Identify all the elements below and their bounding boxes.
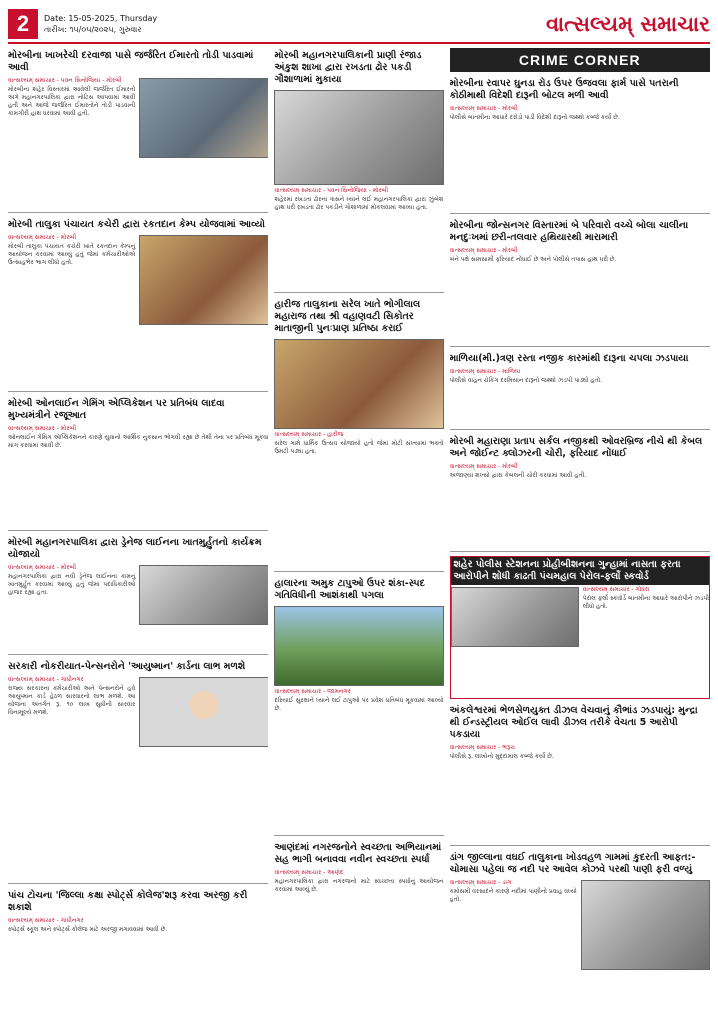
- headline: હારીજ તાલુકાના સરેલ ખાતે ભોગીલાલ મહારાજ તથા શ્રી વહાણવટી સિકોતર માતાજીની પુનઃપ્રાણ પ્રતિષ્ઠા કરાઈ: [274, 299, 421, 334]
- story-s3: [8, 396, 268, 531]
- article-body: મહાનગરપાલિકા દ્વારા નગરજનો માટે સ્વચ્છતા સ્પર્ધાનું આયોજન કરવામાં આવ્યું છે.: [274, 878, 444, 893]
- byline: વાત્સલ્યમ્ સમાચાર - મોરબી: [449, 105, 518, 112]
- column-middle: [274, 48, 443, 1018]
- police-photo: [451, 587, 579, 647]
- dateline: [44, 13, 157, 35]
- byline: વાત્સલ્યમ્ સમાચાર - ગાંધીનગર: [8, 917, 84, 924]
- byline: વાત્સલ્યમ્ સમાચાર - ગાંધીનગર: [8, 676, 84, 683]
- byline: વાત્સલ્યમ્ સમાચાર - જામનગર: [274, 688, 351, 695]
- article-body: સ્પોર્ટ્સ સ્કૂલ અને સ્પોર્ટ્સ કોલેજ માટે અરજી મંગાવવામાં આવી છે.: [8, 926, 168, 933]
- story-s10: [274, 840, 443, 1010]
- story-s17: [450, 850, 710, 1018]
- story-s9: [274, 576, 443, 836]
- headline: શહેર પોલીસ સ્ટેશનના પ્રોહીબીશનના ગુન્હામાં નાસતા ફરતા આરોપીને શોધી કાઢતી પંચમહાલ પેરોલ-ફર્લો સ્કવોર્ડ: [451, 557, 709, 585]
- byline: વાત્સલ્યમ્ સમાચાર - પવન સિનોજિયા - મોરબી: [274, 187, 389, 194]
- brand-title: વાત્સલ્યમ્ સમાચાર: [545, 11, 710, 36]
- story-s13: [450, 351, 710, 430]
- story-s12: [450, 218, 710, 346]
- drainage-photo: [139, 565, 268, 625]
- ceremony-photo: [274, 339, 443, 429]
- story-s11: [450, 76, 710, 214]
- story-s7: [274, 48, 443, 293]
- article-body: પોલીસે રૂ. લાખોનો મુદ્દામાલ કબ્જે કર્યો છે.: [449, 753, 554, 761]
- article-body: શહેરમાં રખડતા ઢોરના ત્રાસને ધ્યાને લઈ મહાનગરપાલિકા દ્વારા ઝુંબેશ હાથ ધરી રખડતા ઢોર પકડીને ગૌશાળામાં મોકલવામાં આવ્યા હતા.: [274, 196, 444, 211]
- island-photo: [274, 606, 443, 686]
- headline: મોરબીના ખાખરેચી દરવાજા પાસે જર્જરિત ઈમારતો તોડી પાડવામાં આવી: [8, 50, 254, 73]
- byline: વાત્સલ્યમ્ સમાચાર - માળિયા: [449, 367, 521, 375]
- headline: હાલારના અમુક ટાપુઓ ઉપર શંકા-સ્પદ ગતિવિધીની આશંકાથી પગલા: [274, 578, 425, 601]
- blood-camp-photo: [139, 235, 268, 325]
- article-body: અજાણ્યા શખ્સો દ્વારા કેબલની ચોરી કરવામાં આવી હતી.: [449, 471, 587, 479]
- article-body: પેરોલ ફર્લો સ્કવોર્ડે બાતમીના આધારે આરોપીને ઝડપી લીધો હતો.: [582, 594, 709, 610]
- article-body: કમોસમી વરસાદને કારણે નદીમાં પાણીનો પ્રવાહ વધ્યો હતો.: [449, 888, 577, 904]
- byline: વાત્સલ્યમ્ સમાચાર - મોરબી: [8, 564, 77, 571]
- byline: વાત્સલ્યમ્ સમાચાર - ગોધરા: [582, 585, 650, 593]
- article-body: પોલીસે બાતમીના આધારે દરોડો પાડી વિદેશી દારૂનો જથ્થો કબ્જે કર્યો છે.: [449, 114, 620, 121]
- article-body: સરેલ ગામે ધાર્મિક ઉત્સવ યોજાયો હતો જેમાં મોટી સંખ્યામાં ભક્તો ઉમટી પડ્યા હતા.: [274, 440, 444, 455]
- article-body: રાજ્ય સરકારના કર્મચારીઓ અને પેન્સનરોને હવે આયુષ્માન કાર્ડ હેઠળ સારવારનો લાભ મળશે. આ યોજના અંતર્ગત રૂ. ૧૦ લાખ સુધીની સારવાર વિનામૂલ્યે મળશે.: [8, 685, 136, 716]
- byline: વાત્સલ્યમ્ સમાચાર - ભરૂચ: [449, 744, 515, 752]
- article-body: બંને પક્ષે સામસામી ફરિયાદ નોંધાઈ છે અને પોલીસે તપાસ હાથ ધરી છે.: [449, 256, 617, 264]
- masthead: [8, 6, 710, 44]
- headline: આણંદમાં નગરજનોને સ્વચ્છતા અભિયાનમાં સહ ભાગી બનાવવા નવીન સ્વચ્છતા સ્પર્ધા: [274, 842, 442, 865]
- page-number: 2: [8, 9, 38, 39]
- story-s8: [274, 297, 443, 572]
- byline: વાત્સલ્યમ્ સમાચાર - પવન સિનોજિયા - મોરબી: [8, 77, 122, 84]
- story-s2: [8, 217, 268, 392]
- headline: પાંચ ટોચના 'જિલ્લા કક્ષા સ્પોર્ટ્સ કોલેજ'શરૂ કરવા અરજી કરી શકાશે: [8, 890, 248, 913]
- byline: વાત્સલ્યમ્ સમાચાર - ડાંગ: [449, 879, 512, 887]
- headline: મોરબી મહાનગરપાલિકાની પ્રાણી રંજાડ અંકુશ શાખા દ્વારા રખડતા ઢોર પકડી ગૌશાળામાં મુકાયા: [274, 50, 422, 85]
- headline: અંકલેશ્વરમાં ભેળસેળયુક્ત ડીઝલ વેચવાનું કૌભાંડ ઝડપાયું: મુન્દ્રા થી ઈન્ડસ્ટ્રીયલ ઓઈલ લાવી ડીઝલ તરીકે વેચતા 5 આરોપી પકડાયા: [449, 705, 698, 741]
- crime-corner-banner: CRIME CORNER: [450, 48, 710, 72]
- article-body: ઓનલાઈન ગેમિંગ એપ્લિકેશનને કારણે યુવાનો આર્થિક નુકસાન ભોગવી રહ્યા છે તેથી તેના પર પ્રતિબંધ મૂકવા માંગ કરવામાં આવી છે.: [8, 434, 269, 449]
- byline: વાત્સલ્યમ્ સમાચાર - મોરબી: [449, 462, 518, 470]
- headline: સરકારી નોકરીયાત-પેન્સનરોને 'આયુષ્માન' કાર્ડના લાભ મળશે: [8, 661, 246, 672]
- headline: મોરબી તાલુકા પંચાયત કચેરી દ્વારા રકતદાન કેમ્પ યોજવામાં આવ્યો: [8, 219, 265, 230]
- story-s15: [450, 556, 710, 699]
- byline: વાત્સલ્યમ્ સમાચાર - મોરબી: [8, 425, 77, 432]
- headline: મોરબી મહાનગરપાલિકા દ્વારા ડ્રેનેજ લાઈનના ખાતમુર્હુતનો કાર્યક્રમ યોજાયો: [8, 537, 262, 560]
- story-s4: [8, 535, 268, 655]
- headline: ડાંગ જીલ્લાના વઘઈ તાલુકાના ખોડવહળ ગામમાં કુદરતી આફત:-ચોમાસા પહેલા જ નદી પર આવેલ કોઝવે પરથી પાણી ફરી વળ્યું: [449, 852, 696, 876]
- column-right: [450, 48, 710, 1018]
- headline: માળિયા(મી.)ત્રણ રસ્તા નજીક કારમાંથી દારૂના ચપલા ઝડપાયા: [449, 352, 689, 364]
- headline: મોરબી મહારાણા પ્રતાપ સર્કલ નજીકથી ઓવરબ્રિજ નીચે થી કેબલ અને જોઈન્ટ ક્લોઝરની ચોરી, ફરિયાદ નોંધાઈ: [449, 435, 703, 459]
- column-left: [8, 48, 268, 1018]
- story-s14: [450, 434, 710, 552]
- official-portrait: [139, 677, 268, 747]
- byline: વાત્સલ્યમ્ સમાચાર - આણંદ: [274, 869, 344, 876]
- story-s1: [8, 48, 268, 213]
- byline: વાત્સલ્યમ્ સમાચાર - મોરબી: [449, 247, 518, 255]
- headline: મોરબી ઓનલાઈન ગેમિંગ એપ્લિકેશન પર પ્રતિબંધ લાદવા મુખ્યમંત્રીને રજૂઆત: [8, 398, 225, 421]
- article-body: મોરબી તાલુકા પંચાયત કચેરી ખાતે રકતદાન કેમ્પનું આયોજન કરવામાં આવ્યું હતું જેમાં કર્મચારીઓએ ઉત્સાહભેર ભાગ લીધો હતો.: [8, 243, 136, 266]
- headline: મોરબીના રવાપર ઘુનડા રોડ ઉપર ઉજવલા ફાર્મ પાસે પતરાની કોઠીમાથી વિદેશી દારૂની બોટલ મળી આવી: [449, 78, 679, 101]
- article-body: મોરબીના શહેર વિસ્તારમાં આવેલી જર્જરિત ઈમારતો અંગે મહાનગરપાલિકા દ્વારા નોટિસ આપવામાં આવી હતી અને આજે જર્જરિત ઈમારતોને તોડી પાડવાની કામગીરી હાથ ધરવામાં આવી હતી.: [8, 86, 136, 117]
- headline: મોરબીના જોન્સનગર વિસ્તારમાં બે પરિવારો વચ્ચે બોલા ચાલીના મનદુઃખમાં છરી-તલવાર હથિયારથી મારામારી: [449, 220, 689, 244]
- article-body: પોલીસે વાહન ચેકિંગ દરમિયાન દારૂનો જથ્થો ઝડપી પાડ્યો હતો.: [449, 376, 603, 384]
- causeway-flood-photo: [581, 880, 710, 970]
- cattle-photo: [274, 90, 443, 185]
- story-s5: [8, 659, 268, 884]
- article-body: દરિયાઈ સુરક્ષાને ધ્યાને લઈ ટાપુઓ પર પ્રવેશ પ્રતિબંધ મૂકવામાં આવ્યો છે.: [274, 697, 444, 712]
- story-s6: [8, 888, 268, 1013]
- date-english: Date: 15-05-2025, Thursday: [44, 14, 158, 23]
- byline: વાત્સલ્યમ્ સમાચાર - મોરબી: [8, 234, 77, 241]
- demolition-photo: [139, 78, 268, 158]
- article-body: મહાનગરપાલિકા દ્વારા નવી ડ્રેનેજ લાઈનના કામનું ખાતમુર્હુત કરવામાં આવ્યું હતું જેમાં પદાધિકારીઓ હાજર રહ્યા હતા.: [8, 573, 136, 596]
- date-gujarati: તારીખ: ૧૫/૦૫/૨૦૨૫, ગુરુવાર: [44, 25, 142, 34]
- story-s16: [450, 703, 710, 846]
- byline: વાત્સલ્યમ્ સમાચાર - હારીજ: [274, 431, 344, 438]
